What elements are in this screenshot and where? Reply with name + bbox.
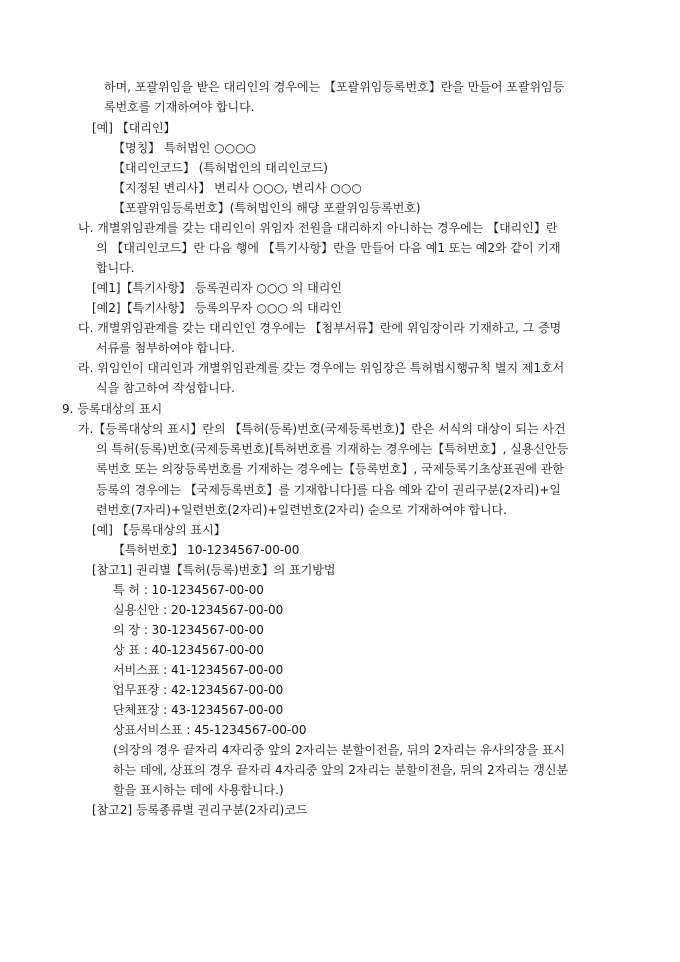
text-line: 록번호 또는 의장등록번호를 기재하는 경우에는【등록번호】, 국제등록기초상표권에 관한 bbox=[96, 462, 565, 476]
text-line: 【포괄위임등록번호】(특허법인의 해당 포괄위임등록번호) bbox=[113, 201, 421, 215]
text-line: 업무표장 : 42-1234567-00-00 bbox=[113, 683, 284, 697]
text-line: 할을 표시하는 데에 사용합니다.) bbox=[113, 783, 284, 797]
text-line: 의 특허(등록)번호(국제등록번호)[특허번호를 기재하는 경우에는【특허번호】, 실용신안등 bbox=[96, 442, 569, 456]
text-line: (의장의 경우 끝자리 4자리중 앞의 2자리는 분할이전을, 뒤의 2자리는 유사의장을 표시 bbox=[113, 743, 566, 757]
text-line: 의 【대리인코드】란 다음 행에 【특기사항】란을 만들어 다음 예1 또는 예2와 같이 기재 bbox=[96, 241, 561, 255]
text-line: 합니다. bbox=[96, 261, 135, 275]
text-line: 상 표 : 40-1234567-00-00 bbox=[113, 643, 264, 657]
text-line: 서비스표 : 41-1234567-00-00 bbox=[113, 663, 284, 677]
text-line: 록번호를 기재하여야 합니다. bbox=[104, 100, 255, 114]
text-line: 나. 개별위임관계를 갖는 대리인이 위임자 전원을 대리하지 아니하는 경우에는 【대리인】란 bbox=[78, 221, 558, 235]
text-line: 단체표장 : 43-1234567-00-00 bbox=[113, 703, 284, 717]
text-line: [예] 【등록대상의 표시】 bbox=[92, 523, 226, 537]
text-line: 의 장 : 30-1234567-00-00 bbox=[113, 623, 264, 637]
text-line: 서류를 첨부하여야 합니다. bbox=[96, 341, 235, 355]
text-line: 【특허번호】 10-1234567-00-00 bbox=[113, 543, 300, 557]
text-line: 특 허 : 10-1234567-00-00 bbox=[113, 583, 264, 597]
text-line: 하며, 포괄위임을 받은 대리인의 경우에는 【포괄위임등록번호】란을 만들어 포괄위임등 bbox=[104, 80, 565, 94]
text-line: 식을 참고하여 작성합니다. bbox=[96, 381, 235, 395]
text-line: 【지정된 변리사】 변리사 ○○○, 변리사 ○○○ bbox=[113, 181, 362, 195]
text-line: 【대리인코드】 (특허법인의 대리인코드) bbox=[113, 161, 328, 175]
text-line: 련번호(7자리)+일련번호(2자리)+일련번호(2자리) 순으로 기재하여야 합니다. bbox=[96, 503, 507, 517]
text-line: [참고2] 등록종류별 권리구분(2자리)코드 bbox=[92, 803, 308, 817]
text-line: [예2]【특기사항】 등록의무자 ○○○ 의 대리인 bbox=[92, 301, 342, 315]
text-line: [참고1] 권리별【특허(등록)번호】의 표기방법 bbox=[92, 563, 336, 577]
text-line: 하는 데에, 상표의 경우 끝자리 4자리중 앞의 2자리는 분할이전을, 뒤의 2자리는 갱신분 bbox=[113, 763, 569, 777]
text-line: 라. 위임인이 대리인과 개별위임관계를 갖는 경우에는 위임장은 특허법시행규칙 별지 제1호서 bbox=[78, 361, 565, 375]
text-line: 실용신안 : 20-1234567-00-00 bbox=[113, 603, 284, 617]
text-line: 등록의 경우에는 【국제등록번호】를 기재합니다]를 다음 예와 같이 권리구분(2자리)+일 bbox=[96, 483, 561, 497]
section-heading: 9. 등록대상의 표시 bbox=[62, 402, 163, 416]
text-line: [예1]【특기사항】 등록권리자 ○○○ 의 대리인 bbox=[92, 281, 342, 295]
text-line: [예] 【대리인】 bbox=[92, 121, 176, 135]
text-line: 상표서비스표 : 45-1234567-00-00 bbox=[113, 723, 307, 737]
text-line: 다. 개별위임관계를 갖는 대리인인 경우에는 【첨부서류】란에 위임장이라 기재하고, 그 증명 bbox=[78, 321, 562, 335]
text-line: 가.【등록대상의 표시】란의 【특허(등록)번호(국제등록번호)】란은 서식의 대상이 되는 사건 bbox=[78, 422, 566, 436]
text-line: 【명칭】 특허법인 ○○○○ bbox=[113, 141, 257, 155]
